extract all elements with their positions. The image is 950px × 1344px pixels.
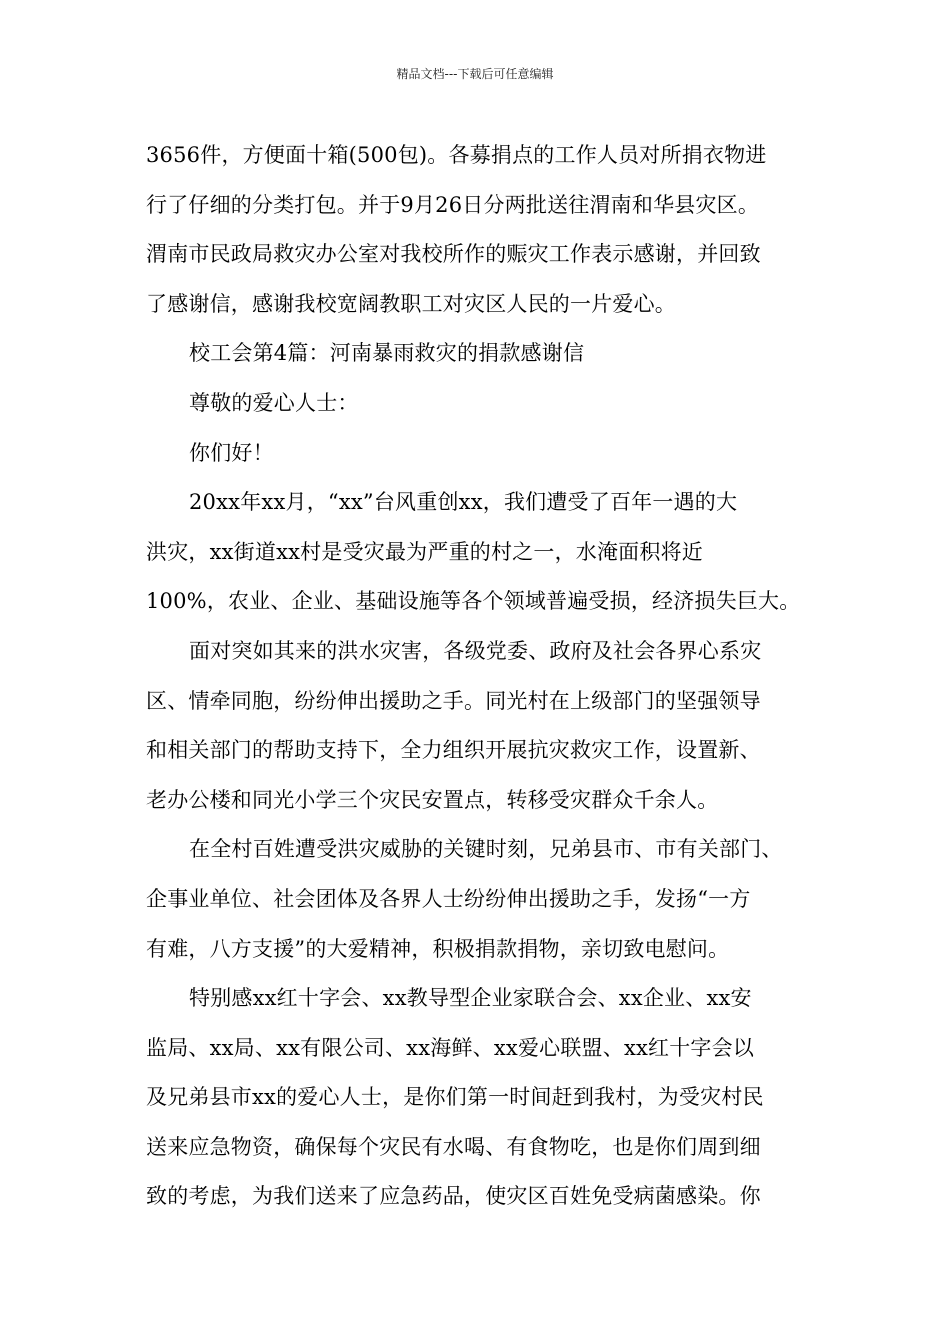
text-line: 洪灾，xx街道xx村是受灾最为严重的村之一，水淹面积将近	[146, 539, 703, 564]
document-body	[146, 131, 818, 1222]
text-line: 3656件，方便面十箱(500包)。各募捐点的工作人员对所捐衣物进	[146, 143, 767, 167]
text-line: 100%，农业、企业、基础设施等各个领域普遍受损，经济损失巨大。	[146, 589, 801, 614]
text-line: 渭南市民政局救灾办公室对我校所作的赈灾工作表示感谢，并回致	[146, 242, 761, 267]
text-line: 企事业单位、社会团体及各界人士纷纷伸出援助之手，发扬“一方	[146, 886, 751, 911]
text-line: 面对突如其来的洪水灾害，各级党委、政府及社会各界心系灾	[189, 638, 762, 663]
text-line: 致的考虑，为我们送来了应急药品，使灾区百姓免受病菌感染。你	[146, 1184, 761, 1209]
text-line: 及兄弟县市xx的爱心人士，是你们第一时间赶到我村，为受灾村民	[146, 1085, 764, 1110]
salutation: 尊敬的爱心人士：	[189, 390, 359, 415]
text-line: 在全村百姓遭受洪灾威胁的关键时刻，兄弟县市、市有关部门、	[189, 837, 783, 862]
text-line: 老办公楼和同光小学三个灾民安置点，转移受灾群众千余人。	[146, 787, 719, 812]
section-title: 校工会第4篇：河南暴雨救灾的捐款感谢信	[189, 341, 585, 366]
text-line: 了感谢信，感谢我校宽阔教职工对灾区人民的一片爱心。	[146, 291, 676, 316]
text-line: 监局、xx局、xx有限公司、xx海鲜、xx爱心联盟、xx红十字会以	[146, 1035, 755, 1060]
text-line: 区、情牵同胞，纷纷伸出援助之手。同光村在上级部门的坚强领导	[146, 688, 761, 713]
text-line: 行了仔细的分类打包。并于9月26日分两批送往渭南和华县灾区。	[146, 192, 760, 217]
text-line: 和相关部门的帮助支持下，全力组织开展抗灾救灾工作，设置新、	[146, 738, 761, 763]
greeting: 你们好！	[189, 440, 274, 465]
text-line: 20xx年xx月，“xx”台风重创xx，我们遭受了百年一遇的大	[189, 490, 738, 515]
text-line: 有难，八方支援”的大爱精神，积极捐款捐物，亲切致电慰问。	[146, 936, 730, 961]
text-line: 送来应急物资，确保每个灾民有水喝、有食物吃，也是你们周到细	[146, 1134, 761, 1159]
text-line: 特别感xx红十字会、xx教导型企业家联合会、xx企业、xx安	[189, 986, 752, 1011]
page-header: 精品文档---下载后可任意编辑	[396, 67, 554, 81]
